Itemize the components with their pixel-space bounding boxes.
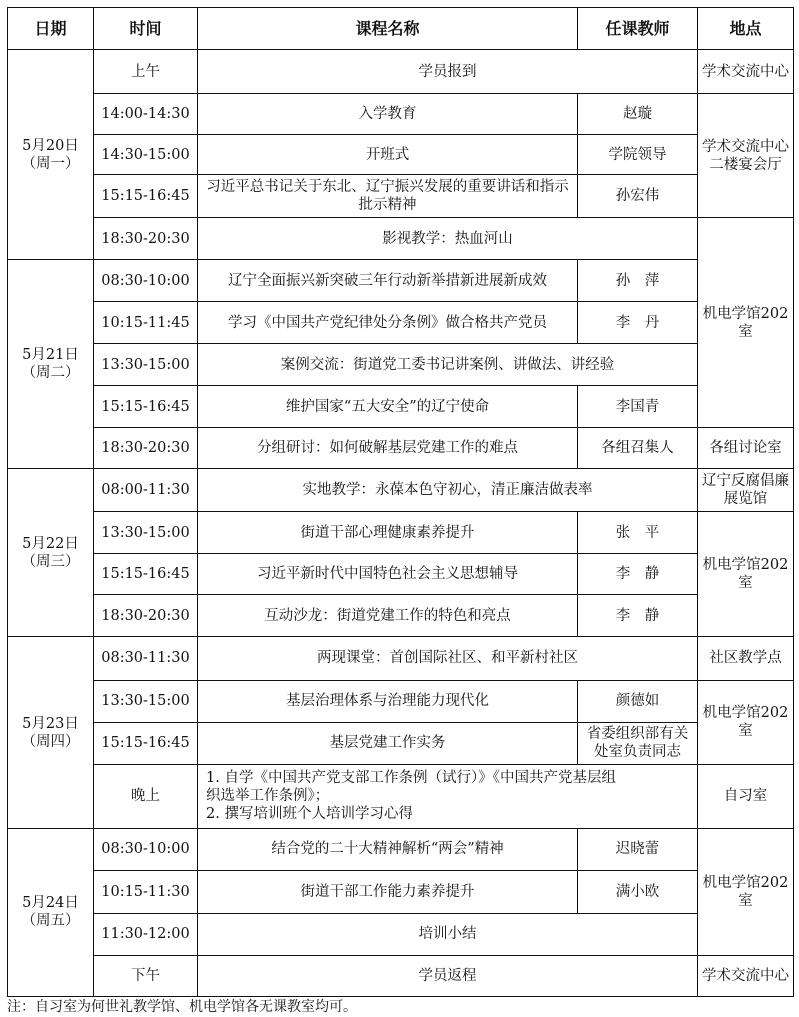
date-cell [8,828,94,996]
course-cell: 分组研讨：如何破解基层党建工作的难点 [198,428,578,469]
teacher-cell: 颜德如 [578,680,698,722]
location-cell: 学术交流中心 [698,50,794,94]
weekday-label: （周五） [21,913,80,930]
course-cell: 街道干部心理健康素养提升 [198,512,578,554]
table-row [8,94,794,135]
course-line: 织选举工作条例》； [206,788,330,805]
course-cell: 案例交流：街道党工委书记讲案例、讲做法、讲经验 [198,344,698,386]
header-teacher: 任课教师 [578,8,698,50]
table-row [8,913,794,955]
location-cell: 机电学馆202室 [698,512,794,637]
date-label: 5月23日 [22,715,79,732]
header-course: 课程名称 [198,8,578,50]
course-cell: 学员返程 [198,955,698,996]
table-row [8,595,794,637]
table-row [8,955,794,996]
header-location: 地点 [698,8,794,50]
teacher-cell: 满小欧 [578,870,698,913]
time-cell: 08:30-10:00 [94,828,198,870]
footnote: 注：自习室为何世礼教学馆、机电学馆各无课教室均可。 [7,999,357,1015]
date-cell [8,469,94,637]
course-cell: 培训小结 [198,913,698,955]
course-cell: 学员报到 [198,50,698,94]
teacher-cell: 孙 萍 [578,260,698,302]
course-line: 1. 自学《中国共产党支部工作条例（试行）》《中国共产党基层组 [206,770,616,787]
course-cell: 互动沙龙：街道党建工作的特色和亮点 [198,595,578,637]
course-cell: 辽宁全面振兴新突破三年行动新举措新进展新成效 [198,260,578,302]
time-cell: 15:15-16:45 [94,722,198,764]
date-cell [8,637,94,828]
location-cell: 自习室 [698,764,794,828]
location-cell: 学术交流中心 [698,955,794,996]
time-cell: 上午 [94,50,198,94]
table-row [8,512,794,554]
course-cell: 开班式 [198,135,578,175]
course-cell: 学习《中国共产党纪律处分条例》做合格共产党员 [198,302,578,344]
course-cell: 两现课堂：首创国际社区、和平新村社区 [198,637,698,680]
time-cell: 08:00-11:30 [94,469,198,512]
teacher-cell: 赵璇 [578,94,698,135]
table-row [8,50,794,94]
weekday-label: （周三） [21,553,80,570]
table-row [8,764,794,828]
table-row [8,135,794,175]
course-cell: 结合党的二十大精神解析“两会”精神 [198,828,578,870]
location-cell: 机电学馆202室 [698,828,794,955]
course-cell: 影视教学：热血河山 [198,218,698,260]
time-cell: 15:15-16:45 [94,386,198,428]
table-row [8,870,794,913]
teacher-cell: 李 静 [578,595,698,637]
date-label: 5月20日 [22,137,79,154]
table-row [8,637,794,680]
table-row [8,680,794,722]
time-cell: 10:15-11:45 [94,302,198,344]
teacher-cell: 各组召集人 [578,428,698,469]
teacher-cell: 学院领导 [578,135,698,175]
table-row [8,386,794,428]
time-cell: 08:30-10:00 [94,260,198,302]
time-cell: 13:30-15:00 [94,680,198,722]
table-row [8,344,794,386]
teacher-cell: 李 静 [578,554,698,595]
time-cell: 13:30-15:00 [94,512,198,554]
course-cell: 基层党建工作实务 [198,722,578,764]
weekday-label: （周一） [21,155,80,172]
course-cell [198,764,698,828]
schedule-table [7,7,794,997]
course-cell: 习近平总书记关于东北、辽宁振兴发展的重要讲话和指示批示精神 [198,175,578,218]
date-label: 5月21日 [22,347,79,364]
time-cell: 15:15-16:45 [94,554,198,595]
location-cell: 社区教学点 [698,637,794,680]
location-cell: 各组讨论室 [698,428,794,469]
location-cell: 学术交流中心二楼宴会厅 [698,94,794,218]
course-cell: 基层治理体系与治理能力现代化 [198,680,578,722]
teacher-cell: 孙宏伟 [578,175,698,218]
course-cell: 维护国家“五大安全”的辽宁使命 [198,386,578,428]
table-row [8,175,794,218]
header-row [8,8,794,50]
time-cell: 10:15-11:30 [94,870,198,913]
time-cell: 18:30-20:30 [94,595,198,637]
teacher-cell: 省委组织部有关处室负责同志 [578,722,698,764]
date-cell [8,260,94,469]
time-cell: 18:30-20:30 [94,428,198,469]
teacher-cell: 张 平 [578,512,698,554]
location-cell: 辽宁反腐倡廉展览馆 [698,469,794,512]
time-cell: 15:15-16:45 [94,175,198,218]
teacher-cell: 迟晓蕾 [578,828,698,870]
weekday-label: （周二） [21,365,80,382]
location-cell: 机电学馆202室 [698,218,794,428]
table-row [8,302,794,344]
header-time: 时间 [94,8,198,50]
course-cell: 入学教育 [198,94,578,135]
course-line: 2. 撰写培训班个人培训学习心得 [206,806,413,823]
time-cell: 11:30-12:00 [94,913,198,955]
table-row [8,428,794,469]
table-row [8,554,794,595]
course-cell: 习近平新时代中国特色社会主义思想辅导 [198,554,578,595]
time-cell: 18:30-20:30 [94,218,198,260]
time-cell: 下午 [94,955,198,996]
header-date: 日期 [8,8,94,50]
weekday-label: （周四） [21,733,80,750]
table-row [8,722,794,764]
time-cell: 14:30-15:00 [94,135,198,175]
date-cell [8,50,94,260]
date-label: 5月24日 [22,895,79,912]
teacher-cell: 李国青 [578,386,698,428]
time-cell: 13:30-15:00 [94,344,198,386]
location-cell: 机电学馆202室 [698,680,794,764]
table-row [8,828,794,870]
course-cell: 实地教学：永葆本色守初心，清正廉洁做表率 [198,469,698,512]
course-cell: 街道干部工作能力素养提升 [198,870,578,913]
table-row [8,218,794,260]
table-row [8,260,794,302]
time-cell: 14:00-14:30 [94,94,198,135]
time-cell: 晚上 [94,764,198,828]
teacher-cell: 李 丹 [578,302,698,344]
date-label: 5月22日 [22,535,79,552]
time-cell: 08:30-11:30 [94,637,198,680]
table-row [8,469,794,512]
